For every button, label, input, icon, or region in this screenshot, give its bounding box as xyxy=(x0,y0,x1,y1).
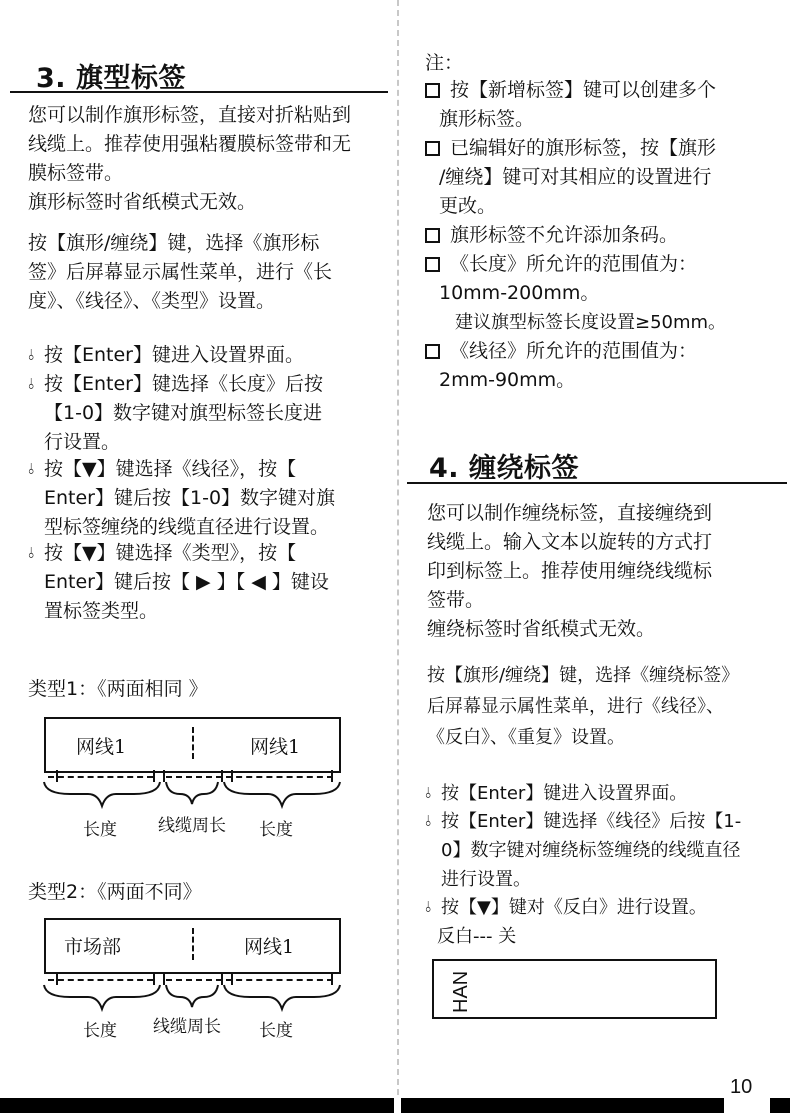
text-line: 已编辑好的旗形标签，按【旗形 xyxy=(450,137,717,159)
step-arrow-icon: ⫰ xyxy=(425,812,432,830)
left-intro xyxy=(28,101,393,217)
text-line: 《反白》、《重复》设置。 xyxy=(427,727,625,748)
dim-line xyxy=(48,979,153,981)
step-item xyxy=(425,893,785,922)
section-title-flag-label: 3. 旗型标签 xyxy=(36,63,186,94)
text-line: 按【新增标签】键可以创建多个 xyxy=(450,79,717,101)
dim-label-length: 长度 xyxy=(83,820,117,840)
step-arrow-icon: ⫰ xyxy=(28,346,35,364)
text-line: 旗形标签不允许添加条码。 xyxy=(450,224,679,246)
dim-line xyxy=(166,776,222,778)
step-item xyxy=(425,779,785,808)
step-arrow-icon: ⫰ xyxy=(28,460,35,478)
text-line: 按【Enter】键进入设置界面。 xyxy=(441,783,688,804)
text-line: 线缆上。输入文本以旋转的方式打 xyxy=(427,531,713,553)
text-line: /缠绕】键可对其相应的设置进行 xyxy=(439,166,712,188)
text-line: 按【旗形/缠绕】键，选择《缠绕标签》 xyxy=(427,665,740,686)
step-item xyxy=(425,807,785,894)
wrap-label-sample xyxy=(432,959,717,1019)
text-line: 膜标签带。 xyxy=(28,162,124,184)
footer-bar-right xyxy=(401,1098,724,1113)
dim-line xyxy=(166,979,222,981)
right-instruction xyxy=(427,660,787,753)
fold-line xyxy=(192,928,194,960)
length-recommendation: 建议旗型标签长度设置≥50mm。 xyxy=(455,312,727,333)
text-line: 置标签类型。 xyxy=(44,600,159,622)
note-item xyxy=(425,76,775,134)
center-divider xyxy=(397,0,399,1095)
fold-line xyxy=(192,727,194,759)
left-instruction xyxy=(28,229,393,316)
text-line: 按【Enter】键进入设置界面。 xyxy=(44,344,304,366)
section-rule xyxy=(10,91,388,93)
dim-label-circumference: 线缆周长 xyxy=(153,1017,221,1037)
text-line: 行设置。 xyxy=(44,431,121,453)
footer-bar-left xyxy=(0,1098,394,1113)
step-item xyxy=(28,455,393,542)
note-item xyxy=(425,250,775,308)
dim-label-length: 长度 xyxy=(259,820,293,840)
note-item xyxy=(425,337,775,395)
text-line: 印到标签上。推荐使用缠绕线缆标 xyxy=(427,560,713,582)
checkbox-bullet-icon xyxy=(425,83,440,98)
step-arrow-icon: ⫰ xyxy=(28,544,35,562)
dim-line xyxy=(48,776,153,778)
text-line: 按【▼】键对《反白》进行设置。 xyxy=(441,897,707,918)
label-left-text: 市场部 xyxy=(64,936,122,958)
step-item xyxy=(28,370,393,457)
text-line: 按【▼】键选择《类型》，按【 xyxy=(44,542,297,564)
text-line: 型标签缠绕的线缆直径进行设置。 xyxy=(44,516,330,538)
label-right-text: 网线1 xyxy=(250,736,301,758)
text-line: 【1-0】数字键对旗型标签长度进 xyxy=(44,402,323,424)
text-line: 签》后屏幕显示属性菜单，进行《长 xyxy=(28,261,333,283)
step-arrow-icon: ⫰ xyxy=(425,784,432,802)
text-line: 您可以制作旗形标签，直接对折粘贴到 xyxy=(28,104,352,126)
text-line: 按【Enter】键选择《线径》后按【1- xyxy=(441,811,742,832)
dim-line xyxy=(226,776,333,778)
text-line: Enter】键后按【 ▶ 】【 ◀ 】键设 xyxy=(44,571,329,593)
text-line: 签带。 xyxy=(427,589,485,611)
step-item xyxy=(28,539,393,626)
note-item xyxy=(425,134,775,221)
text-line: 按【旗形/缠绕】键，选择《旗形标 xyxy=(28,232,320,254)
wrap-label-sample-text: HAN xyxy=(450,970,472,1013)
text-line: 按【Enter】键选择《长度》后按 xyxy=(44,373,323,395)
brace-group xyxy=(40,780,350,810)
note-heading: 注： xyxy=(425,52,464,74)
text-line: 旗形标签。 xyxy=(439,108,535,130)
text-line: 旗形标签时省纸模式无效。 xyxy=(28,191,257,213)
step-arrow-icon: ⫰ xyxy=(425,898,432,916)
text-line: 度》、《线径》、《类型》设置。 xyxy=(28,290,276,312)
text-line: 您可以制作缠绕标签，直接缠绕到 xyxy=(427,502,713,524)
text-line: 后屏幕显示属性菜单，进行《线径》、 xyxy=(427,696,724,717)
text-line: Enter】键后按【1-0】数字键对旗 xyxy=(44,487,336,509)
checkbox-bullet-icon xyxy=(425,141,440,156)
checkbox-bullet-icon xyxy=(425,257,440,272)
dim-label-length: 长度 xyxy=(259,1021,293,1041)
text-line: 进行设置。 xyxy=(441,869,531,890)
section-rule xyxy=(407,482,787,484)
brace-group xyxy=(40,983,350,1013)
text-line: 0】数字键对缠绕标签缠绕的线缆直径 xyxy=(441,840,741,861)
step-item xyxy=(28,341,393,370)
text-line: 10mm-200mm。 xyxy=(439,282,600,304)
label-right-text: 网线1 xyxy=(244,936,295,958)
text-line: 线缆上。推荐使用强粘覆膜标签带和无 xyxy=(28,133,352,155)
text-line: 《线径》所允许的范围值为： xyxy=(450,340,698,362)
text-line: 更改。 xyxy=(439,195,497,217)
footer-bar-end xyxy=(770,1098,790,1113)
type1-caption: 类型1：《两面相同 》 xyxy=(28,678,208,700)
text-line: 按【▼】键选择《线径》，按【 xyxy=(44,458,297,480)
type2-caption: 类型2：《两面不同》 xyxy=(28,881,202,903)
invert-setting-value: 反白--- 关 xyxy=(437,926,517,947)
page-number: 10 xyxy=(730,1076,753,1098)
right-intro xyxy=(427,499,782,644)
checkbox-bullet-icon xyxy=(425,344,440,359)
note-item xyxy=(425,221,775,250)
text-line: 2mm-90mm。 xyxy=(439,369,576,391)
dim-label-circumference: 线缆周长 xyxy=(158,816,226,836)
dim-label-length: 长度 xyxy=(83,1021,117,1041)
checkbox-bullet-icon xyxy=(425,228,440,243)
dim-line xyxy=(226,979,333,981)
text-line: 缠绕标签时省纸模式无效。 xyxy=(427,618,656,640)
step-arrow-icon: ⫰ xyxy=(28,375,35,393)
section-title-wrap-label: 4. 缠绕标签 xyxy=(429,453,579,484)
label-left-text: 网线1 xyxy=(76,736,127,758)
text-line: 《长度》所允许的范围值为： xyxy=(450,253,698,275)
